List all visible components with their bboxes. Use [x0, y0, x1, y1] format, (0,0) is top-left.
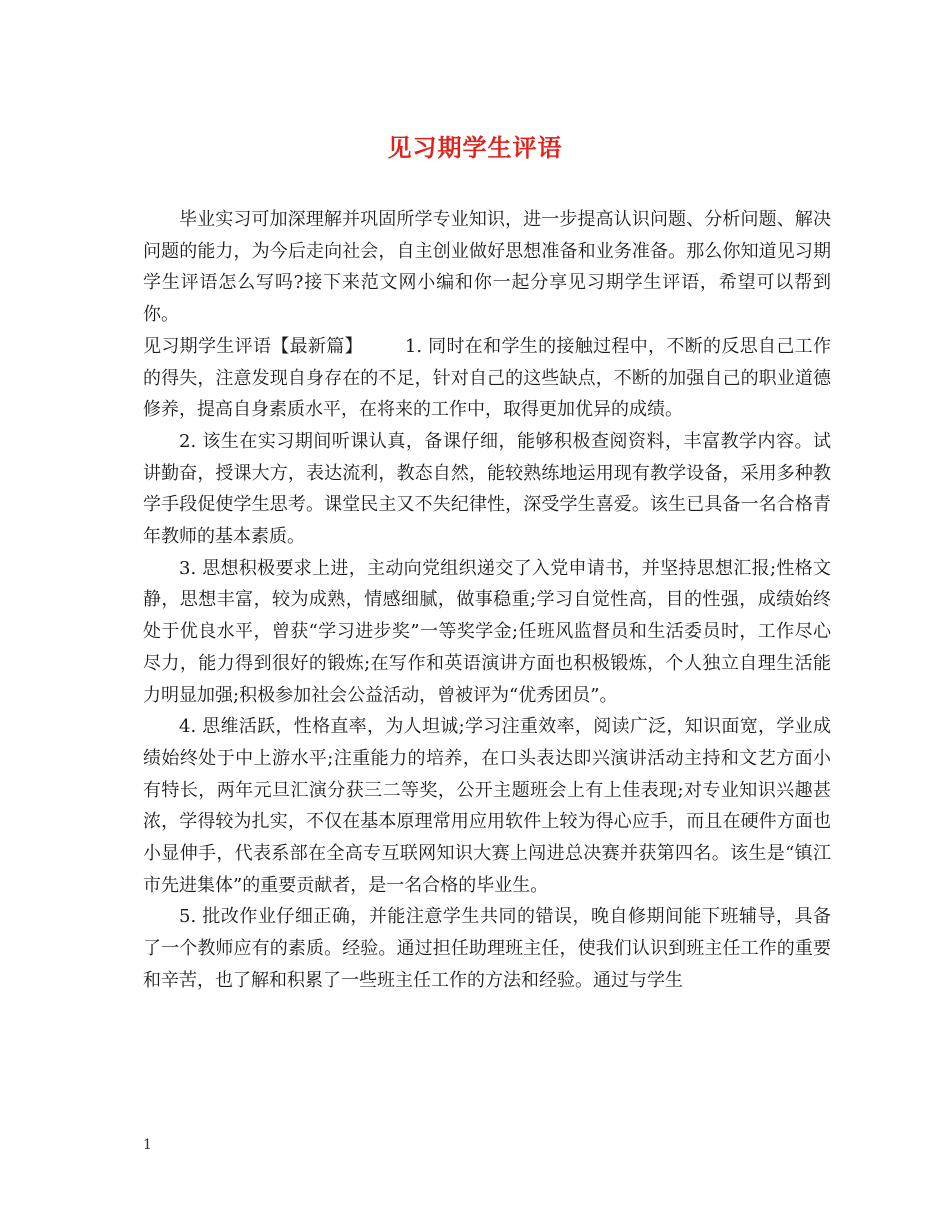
- document-body: [143, 204, 831, 997]
- page-number: 1: [143, 1137, 152, 1153]
- section-heading: 见习期学生评语【最新篇】: [143, 335, 363, 357]
- list-item: 4. 思维活跃，性格直率，为人坦诚;学习注重效率，阅读广泛，知识面宽，学业成绩始终处于中上游水平;注重能力的培养，在口头表达即兴演讲活动主持和文艺方面小有特长，两年元旦汇演分获三二等奖，公开主题班会上有上佳表现;对专业知识兴趣甚浓，学得较为扎实，不仅在基本原理常用应用软件上较为得心应手，而且在硬件方面也小显伸手，代表系部在全高专互联网知识大赛上闯进总决赛并获第四名。该生是“镇江市先进集体”的重要贡献者，是一名合格的毕业生。: [143, 716, 831, 896]
- list-item: 3. 思想积极要求上进，主动向党组织递交了入党申请书，并坚持思想汇报;性格文静，思想丰富，较为成熟，情感细腻，做事稳重;学习自觉性高，目的性强，成绩始终处于优良水平，曾获“学习进步奖”一等奖学金;任班风监督员和生活委员时，工作尽心尽力，能力得到很好的锻炼;在写作和英语演讲方面也积极锻炼，个人独立自理生活能力明显加强;积极参加社会公益活动，曾被评为“优秀团员”。: [143, 557, 831, 706]
- list-item: 1. 同时在和学生的接触过程中，不断的反思自己工作的得失，注意发现自身存在的不足，针对自己的这些缺点，不断的加强自己的职业道德修养，提高自身素质水平，在将来的工作中，取得更加优异的成绩。: [143, 335, 831, 421]
- intro-paragraph: 毕业实习可加深理解并巩固所学专业知识，进一步提高认识问题、分析问题、解决问题的能力，为今后走向社会，自主创业做好思想准备和业务准备。那么你知道见习期学生评语怎么写吗?接下来范文网小编和你一起分享见习期学生评语，希望可以帮到你。: [143, 209, 831, 326]
- document-title: 见习期学生评语: [387, 133, 563, 162]
- list-item: 5. 批改作业仔细正确，并能注意学生共同的错误，晚自修期间能下班辅导，具备了一个教师应有的素质。经验。通过担任助理班主任，使我们认识到班主任工作的重要和辛苦，也了解和积累了一些班主任工作的方法和经验。通过与学生: [143, 906, 831, 991]
- section-paragraph: [143, 331, 831, 426]
- list-item: 2. 该生在实习期间听课认真，备课仔细，能够积极查阅资料，丰富教学内容。试讲勤奋，授课大方，表达流利，教态自然，能较熟练地运用现有教学设备，采用多种教学手段促使学生思考。课堂民主又不失纪律性，深受学生喜爱。该生已具备一名合格青年教师的基本素质。: [143, 430, 831, 548]
